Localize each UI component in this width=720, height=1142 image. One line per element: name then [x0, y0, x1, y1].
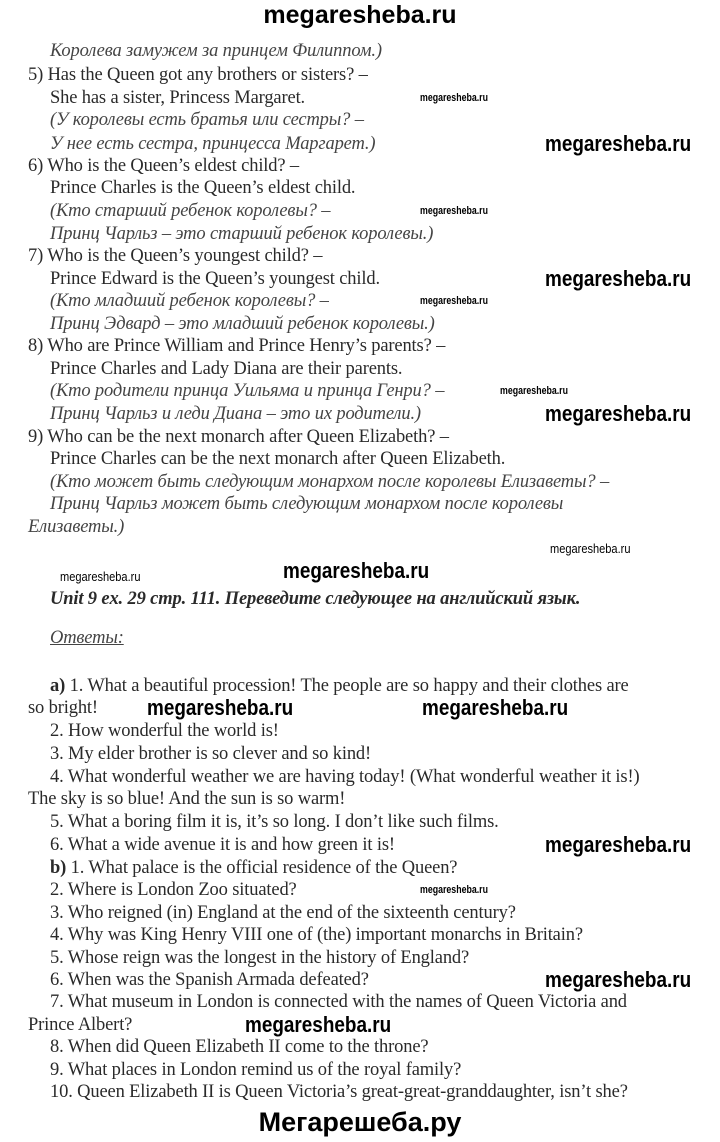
question-line: 6) Who is the Queen’s eldest child? – [28, 156, 300, 176]
answer-line [28, 788, 345, 810]
answer-text: 8. When did Queen Elizabeth II come to the throne? [50, 1037, 429, 1057]
watermark: megaresheba.ru [545, 967, 692, 992]
answer-line [50, 720, 279, 742]
watermark: megaresheba.ru [147, 695, 294, 720]
exercise-title: Unit 9 ex. 29 стр. 111. Переведите следующее на английский язык. [50, 589, 581, 609]
translation-line: Принц Чарльз может быть следующим монархом после королевы [50, 494, 564, 514]
answer-line [50, 743, 371, 765]
answer-text: 1. What palace is the official residence of the Queen? [66, 858, 458, 878]
watermark: megaresheba.ru [500, 385, 568, 397]
answer-line: She has a sister, Princess Margaret. [50, 88, 306, 108]
answer-text: 5. Whose reign was the longest in the history of England? [50, 948, 470, 968]
answer-line [50, 924, 583, 946]
answer-line: Prince Charles can be the next monarch after Queen Elizabeth. [50, 449, 506, 469]
question-line: 8) Who are Prince William and Prince Henry’s parents? – [28, 336, 446, 356]
answer-text: 9. What places in London remind us of the royal family? [50, 1060, 462, 1080]
watermark: megaresheba.ru [420, 884, 488, 896]
section-label: b) [50, 858, 67, 878]
question-line: 9) Who can be the next monarch after Queen Elizabeth? – [28, 427, 449, 447]
translation-line: Принц Чарльз – это старший ребенок королевы.) [50, 224, 434, 244]
watermark: megaresheba.ru [245, 1012, 392, 1037]
answer-line [50, 1036, 428, 1058]
answer-line [50, 811, 499, 833]
answer-text: Prince Albert? [28, 1015, 133, 1035]
answer-text: 7. What museum in London is connected with the names of Queen Victoria and [50, 992, 627, 1012]
section-label: a) [50, 676, 66, 696]
answer-line: Prince Edward is the Queen’s youngest child. [50, 269, 380, 289]
translation-line: Принц Чарльз и леди Диана – это их родители.) [50, 404, 421, 424]
answer-line: Prince Charles and Lady Diana are their parents. [50, 359, 403, 379]
answers-label: Ответы: [50, 628, 124, 648]
watermark: megaresheba.ru [60, 569, 141, 584]
answer-text: 2. How wonderful the world is! [50, 721, 279, 741]
watermark: megaresheba.ru [420, 92, 488, 104]
answer-line [50, 675, 629, 697]
question-line: 5) Has the Queen got any brothers or sisters? – [28, 65, 368, 85]
watermark: megaresheba.ru [420, 205, 488, 217]
translation-line: У нее есть сестра, принцесса Маргарет.) [50, 134, 376, 154]
translation-line: (Кто может быть следующим монархом после королевы Елизаветы? – [50, 472, 610, 492]
watermark: megaresheba.ru [283, 558, 430, 583]
answer-text: 5. What a boring film it is, it’s so long. I don’t like such films. [50, 812, 499, 832]
answer-line [50, 834, 395, 856]
answer-line [50, 969, 369, 991]
answer-text: 3. Who reigned (in) England at the end of the sixteenth century? [50, 903, 516, 923]
site-header: megaresheba.ru [263, 1, 457, 29]
translation-line: (Кто младший ребенок королевы? – [50, 291, 329, 311]
watermark: megaresheba.ru [550, 541, 631, 556]
answer-text: 6. What a wide avenue it is and how green it is! [50, 835, 395, 855]
answer-text: 3. My elder brother is so clever and so kind! [50, 744, 372, 764]
answer-line [50, 857, 457, 879]
translation-line: Елизаветы.) [28, 517, 125, 537]
translation-line: Принц Эдвард – это младший ребенок королевы.) [50, 314, 435, 334]
question-line: 7) Who is the Queen’s youngest child? – [28, 246, 323, 266]
answer-text: 4. Why was King Henry VIII one of (the) important monarchs in Britain? [50, 925, 583, 945]
watermark: megaresheba.ru [420, 295, 488, 307]
answer-line [50, 947, 469, 969]
answer-text: 1. What a beautiful procession! The people are so happy and their clothes are [65, 676, 629, 696]
answer-line [28, 697, 98, 719]
translation-line: (Кто родители принца Уильяма и принца Генри? – [50, 381, 445, 401]
watermark: megaresheba.ru [545, 266, 692, 291]
answer-text: 6. When was the Spanish Armada defeated? [50, 970, 369, 990]
answer-line [50, 1081, 628, 1103]
answer-line [50, 879, 297, 901]
watermark: megaresheba.ru [545, 832, 692, 857]
watermark: megaresheba.ru [422, 695, 569, 720]
answer-line [50, 1059, 461, 1081]
translation-line: Королева замужем за принцем Филиппом.) [50, 41, 382, 61]
answer-line [50, 991, 627, 1013]
translation-line: (Кто старший ребенок королевы? – [50, 201, 331, 221]
answer-text: 2. Where is London Zoo situated? [50, 880, 297, 900]
answer-text: 10. Queen Elizabeth II is Queen Victoria’s great-great-granddaughter, isn’t she? [50, 1082, 628, 1102]
answer-text: The sky is so blue! And the sun is so warm! [28, 789, 346, 809]
answer-text: 4. What wonderful weather we are having today! (What wonderful weather it is!) [50, 767, 640, 787]
answer-line [50, 766, 640, 788]
translation-line: (У королевы есть братья или сестры? – [50, 110, 364, 130]
answer-line [50, 902, 516, 924]
site-footer: Мегарешеба.ру [258, 1107, 462, 1137]
answer-text: so bright! [28, 698, 98, 718]
watermark: megaresheba.ru [545, 131, 692, 156]
answer-line: Prince Charles is the Queen’s eldest child. [50, 178, 356, 198]
watermark: megaresheba.ru [545, 401, 692, 426]
answer-line [28, 1014, 132, 1036]
